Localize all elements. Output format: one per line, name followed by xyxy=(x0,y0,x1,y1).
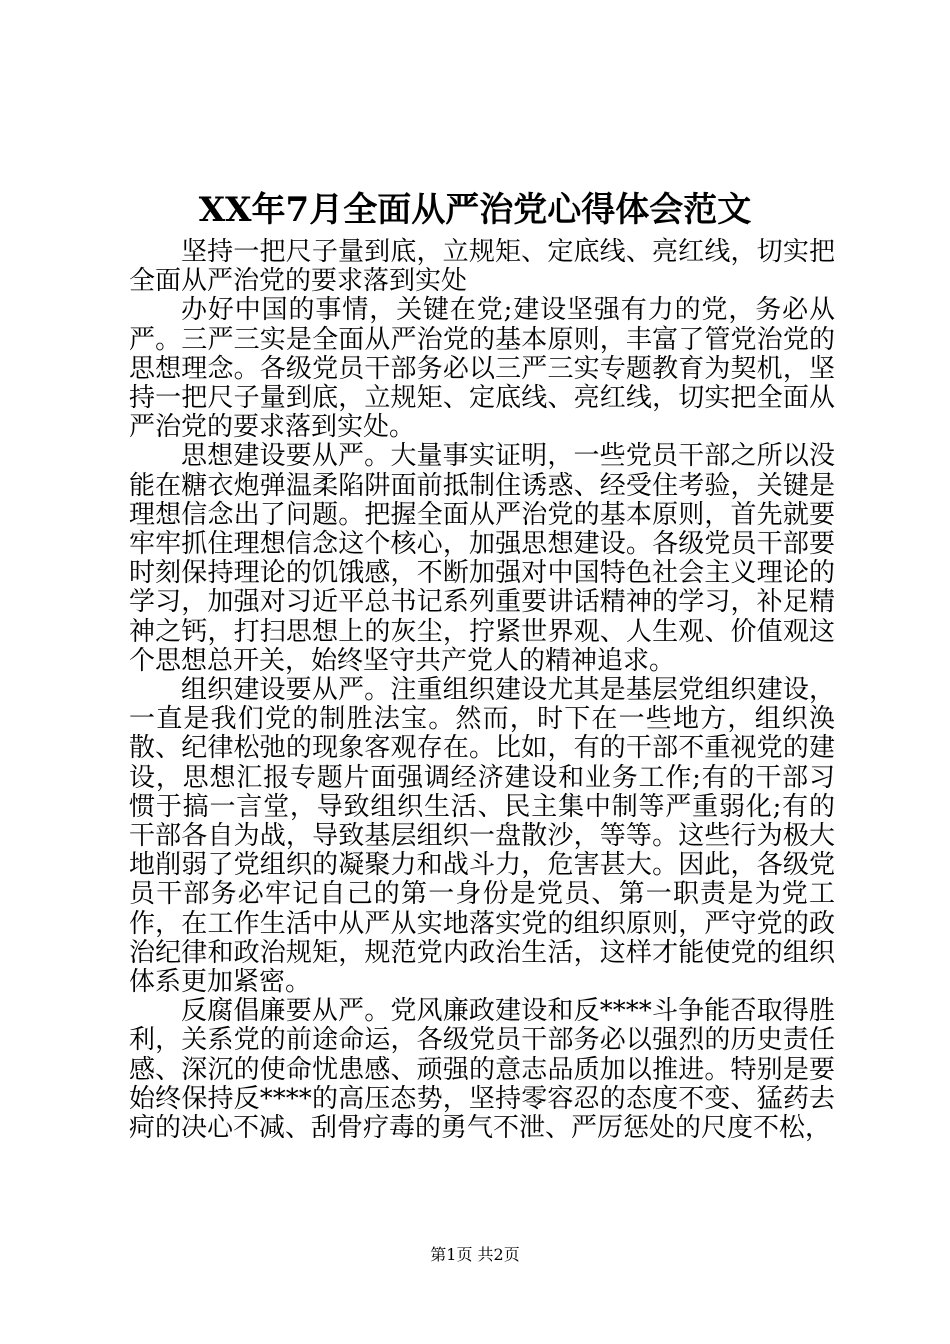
document-title: XX年7月全面从严治党心得体会范文 xyxy=(198,190,752,230)
paragraph-organizational-building: 组织建设要从严。注重组织建设尤其是基层党组织建设，一直是我们党的制胜法宝。然而，时下在一些地方，组织涣散、纪律松弛的现象客观存在。比如，有的干部不重视党的建设，思想汇报专题片面强调经济建设和业务工作;有的干部习惯于搞一言堂，导致组织生活、民主集中制等严重弱化;有的干部各自为战，导致基层组织一盘散沙，等等。这些行为极大地削弱了党组织的凝聚力和战斗力，危害甚大。因此，各级党员干部务必牢记自己的第一身份是党员、第一职责是为党工作，在工作生活中从严从实地落实党的组织原则，严守党的政治纪律和政治规矩，规范党内政治生活，这样才能使党的组织体系更加紧密。 xyxy=(129,675,835,998)
paragraph-subtitle: 坚持一把尺子量到底，立规矩、定底线、亮红线，切实把全面从严治党的要求落到实处 xyxy=(129,237,835,297)
paragraph-anti-corruption: 反腐倡廉要从严。党风廉政建设和反****斗争能否取得胜利，关系党的前途命运，各级党员干部务必以强烈的历史责任感、深沉的使命忧患感、顽强的意志品质加以推进。特别是要始终保持反****的高压态势，坚持零容忍的态度不变、猛药去疴的决心不减、刮骨疗毒的勇气不泄、严厉惩处的尺度不松， xyxy=(129,996,835,1144)
paragraph-intro: 办好中国的事情，关键在党;建设坚强有力的党，务必从严。三严三实是全面从严治党的基本原则，丰富了管党治党的思想理念。各级党员干部务必以三严三实专题教育为契机，坚持一把尺子量到底，立规矩、定底线、亮红线，切实把全面从严治党的要求落到实处。 xyxy=(129,295,835,443)
page-number-footer: 第1页 共2页 xyxy=(430,1245,520,1264)
paragraph-ideological-building: 思想建设要从严。大量事实证明，一些党员干部之所以没能在糖衣炮弹温柔陷阱面前抵制住诱惑、经受住考验，关键是理想信念出了问题。把握全面从严治党的基本原则，首先就要牢牢抓住理想信念这个核心，加强思想建设。各级党员干部要时刻保持理论的饥饿感，不断加强对中国特色社会主义理论的学习，加强对习近平总书记系列重要讲话精神的学习，补足精神之钙，打扫思想上的灰尘，拧紧世界观、人生观、价值观这个思想总开关，始终坚守共产党人的精神追求。 xyxy=(129,441,835,676)
document-body xyxy=(129,238,835,1143)
